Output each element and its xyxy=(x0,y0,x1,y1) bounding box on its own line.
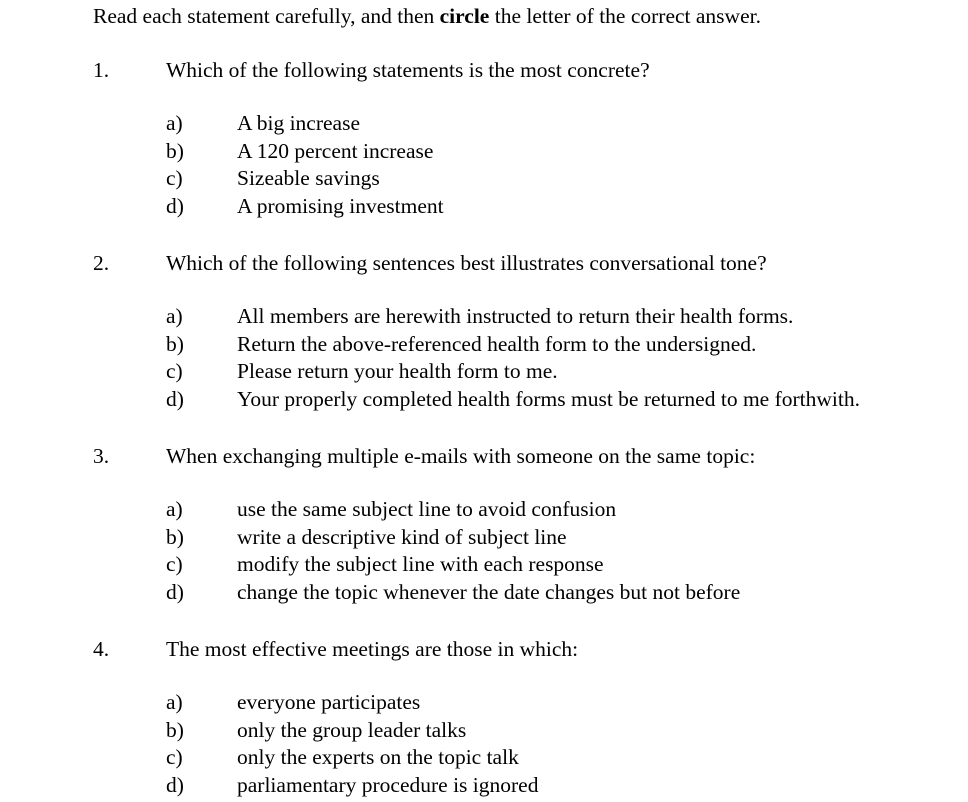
question-number: 3. xyxy=(93,444,110,468)
option-letter: d) xyxy=(166,193,184,218)
option-text: A big increase xyxy=(237,111,360,135)
option-letter: a) xyxy=(166,111,183,135)
question-line xyxy=(93,443,963,469)
question-1 xyxy=(93,57,963,218)
question-text: Which of the following statements is the most concrete? xyxy=(166,58,650,82)
answer-options xyxy=(93,303,963,413)
answer-options xyxy=(93,496,963,606)
question-number: 1. xyxy=(93,58,110,82)
question-4 xyxy=(93,636,963,797)
answer-option-a[interactable] xyxy=(93,496,963,524)
option-text: write a descriptive kind of subject line xyxy=(237,524,567,549)
question-line xyxy=(93,636,963,662)
answer-option-d[interactable] xyxy=(93,579,963,607)
answer-option-d[interactable] xyxy=(93,386,963,414)
answer-option-b[interactable] xyxy=(93,138,963,166)
option-letter: a) xyxy=(166,497,183,521)
answer-option-b[interactable] xyxy=(93,331,963,359)
question-number: 2. xyxy=(93,251,110,275)
answer-option-c[interactable] xyxy=(93,744,963,772)
option-letter: d) xyxy=(166,386,184,411)
option-text: Please return your health form to me. xyxy=(237,359,558,384)
option-letter: d) xyxy=(166,772,184,797)
question-2 xyxy=(93,250,963,411)
option-text: All members are herewith instructed to return their health forms. xyxy=(237,304,794,328)
option-text: change the topic whenever the date changes but not before xyxy=(237,579,741,604)
answer-option-b[interactable] xyxy=(93,524,963,552)
option-text: only the group leader talks xyxy=(237,717,467,742)
option-text: use the same subject line to avoid confusion xyxy=(237,497,617,521)
instructions-text-before: Read each statement carefully, and then xyxy=(93,4,440,28)
option-text: A promising investment xyxy=(237,193,444,218)
answer-option-a[interactable] xyxy=(93,110,963,138)
option-letter: a) xyxy=(166,690,183,714)
instructions xyxy=(93,3,761,29)
option-text: Sizeable savings xyxy=(237,166,380,191)
option-letter: c) xyxy=(166,359,183,384)
question-3 xyxy=(93,443,963,604)
answer-option-a[interactable] xyxy=(93,689,963,717)
option-letter: b) xyxy=(166,717,184,742)
answer-options xyxy=(93,689,963,799)
option-text: A 120 percent increase xyxy=(237,138,434,163)
question-number: 4. xyxy=(93,637,110,661)
answer-option-b[interactable] xyxy=(93,717,963,745)
answer-options xyxy=(93,110,963,220)
option-text: everyone participates xyxy=(237,690,421,714)
question-line xyxy=(93,57,963,83)
answer-option-d[interactable] xyxy=(93,772,963,800)
option-text: parliamentary procedure is ignored xyxy=(237,772,539,797)
answer-option-c[interactable] xyxy=(93,551,963,579)
option-text: Return the above-referenced health form to the undersigned. xyxy=(237,331,757,356)
question-text: When exchanging multiple e-mails with someone on the same topic: xyxy=(166,444,756,468)
question-text: Which of the following sentences best illustrates conversational tone? xyxy=(166,251,767,275)
answer-option-c[interactable] xyxy=(93,165,963,193)
option-letter: c) xyxy=(166,166,183,191)
answer-option-a[interactable] xyxy=(93,303,963,331)
option-text: modify the subject line with each response xyxy=(237,552,604,577)
option-letter: d) xyxy=(166,579,184,604)
instructions-text-after: the letter of the correct answer. xyxy=(489,4,761,28)
answer-option-c[interactable] xyxy=(93,358,963,386)
question-text: The most effective meetings are those in which: xyxy=(166,637,579,661)
option-letter: c) xyxy=(166,745,183,770)
option-letter: b) xyxy=(166,524,184,549)
option-letter: b) xyxy=(166,138,184,163)
option-letter: a) xyxy=(166,304,183,328)
option-letter: c) xyxy=(166,552,183,577)
question-line xyxy=(93,250,963,276)
option-text: Your properly completed health forms must be returned to me forthwith. xyxy=(237,386,860,411)
answer-option-d[interactable] xyxy=(93,193,963,221)
instructions-bold-word: circle xyxy=(439,4,490,28)
option-text: only the experts on the topic talk xyxy=(237,745,519,770)
option-letter: b) xyxy=(166,331,184,356)
